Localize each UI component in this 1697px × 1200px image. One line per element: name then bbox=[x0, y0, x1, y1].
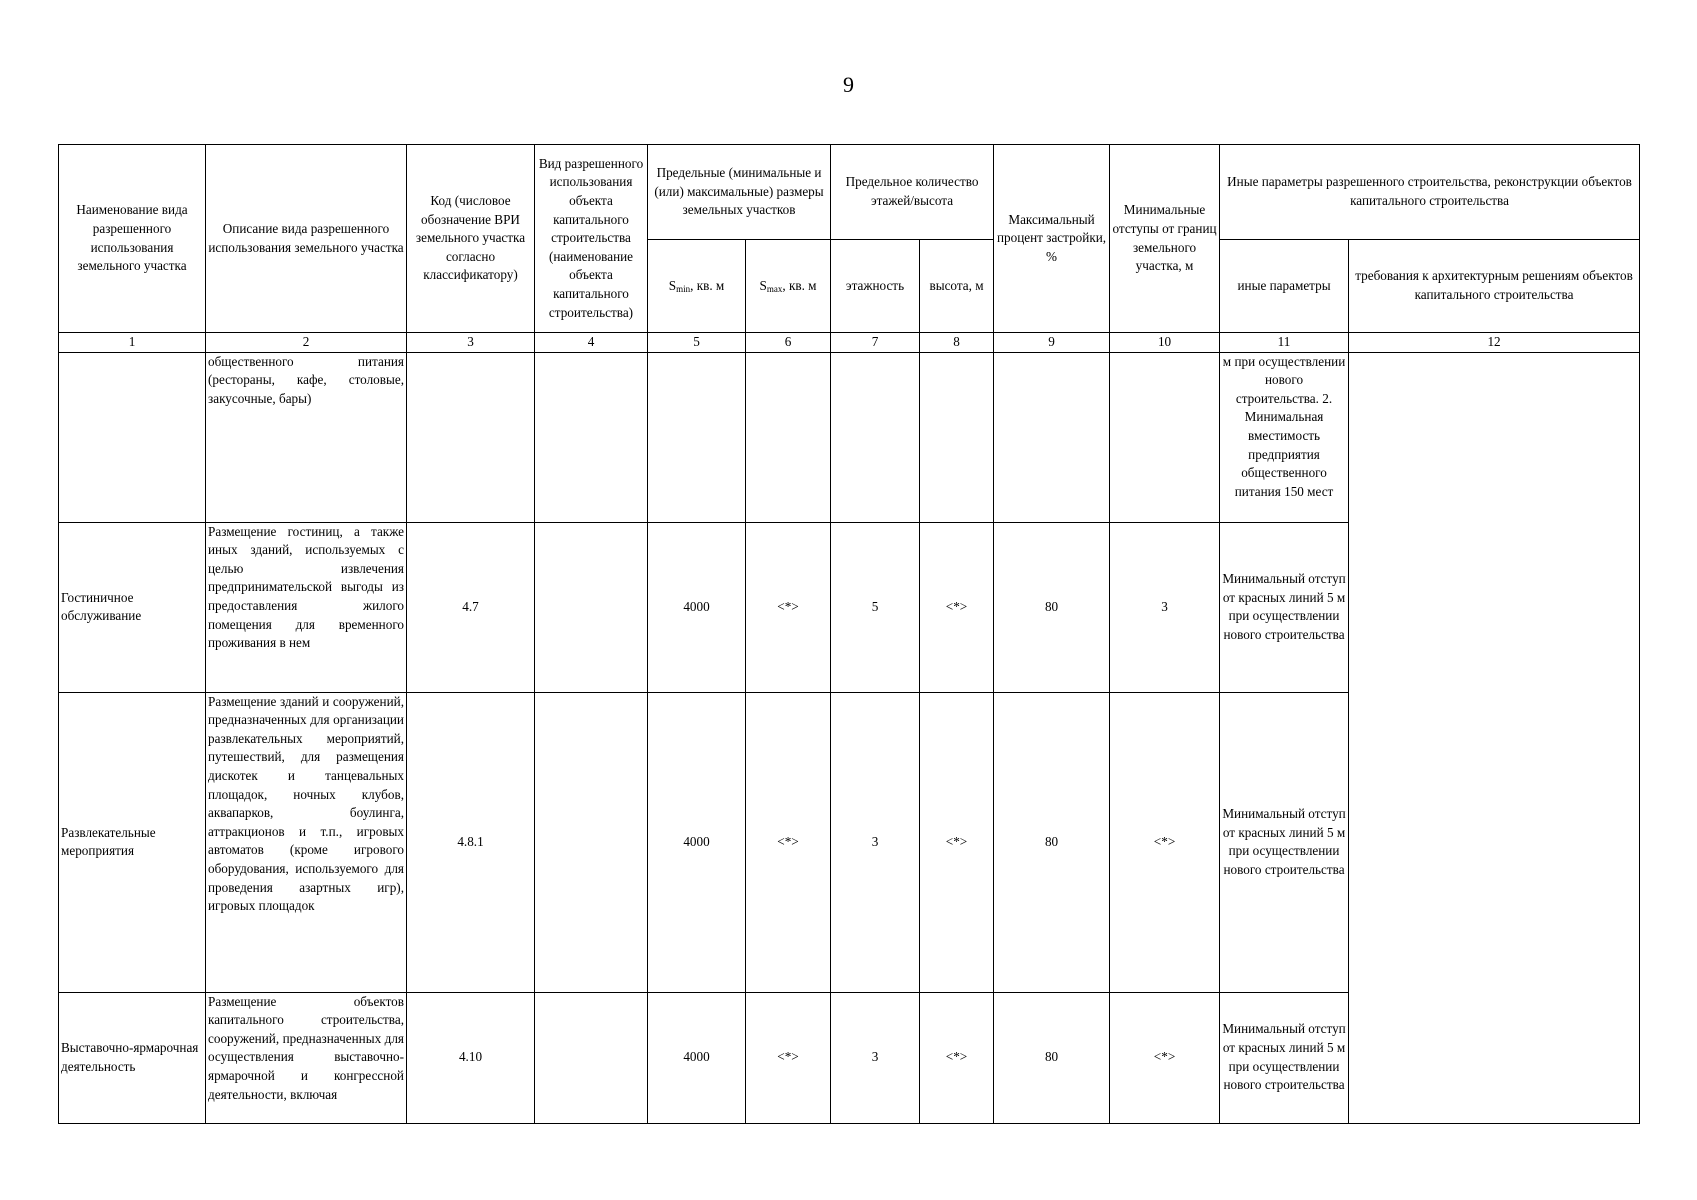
smax-value: <*> bbox=[746, 522, 831, 692]
land-use-name: Гостиничное обслуживание bbox=[59, 522, 206, 692]
smax-value: <*> bbox=[746, 692, 831, 992]
column-number: 6 bbox=[746, 333, 831, 353]
floors-value: 5 bbox=[831, 522, 920, 692]
table-row bbox=[59, 352, 1640, 522]
smax-subscript: max bbox=[766, 283, 783, 294]
header-max-coverage: Максимальный процент застройки, % bbox=[994, 145, 1110, 333]
height-value bbox=[920, 352, 994, 522]
zoning-parameters-table bbox=[58, 144, 1640, 1124]
land-use-name bbox=[59, 352, 206, 522]
architectural-requirements bbox=[1349, 352, 1640, 1123]
height-value: <*> bbox=[920, 522, 994, 692]
height-value: <*> bbox=[920, 992, 994, 1123]
smin-symbol: S bbox=[668, 277, 677, 293]
header-land-use-name: Наименование вида разрешенного использования земельного участка bbox=[59, 145, 206, 333]
header-other-params-group: Иные параметры разрешенного строительства, реконструкции объектов капитального строительства bbox=[1220, 145, 1640, 240]
object-type bbox=[535, 992, 648, 1123]
setback-value: <*> bbox=[1110, 692, 1220, 992]
object-type bbox=[535, 522, 648, 692]
land-use-description: Размещение зданий и сооружений, предназначенных для организации развлекательных мероприятий, путешествий, для размещения дискотек и танцевальных площадок, ночных клубов, аквапарков, боулинга, аттракционов и т.п., игровых автоматов (кроме игрового оборудования, используемого для проведения азартных игр), игровых площадок bbox=[206, 692, 407, 992]
land-use-name: Развлекательные мероприятия bbox=[59, 692, 206, 992]
setback-value: 3 bbox=[1110, 522, 1220, 692]
header-code: Код (числовое обозначение ВРИ земельного участка согласно классификатору) bbox=[407, 145, 535, 333]
land-use-code: 4.8.1 bbox=[407, 692, 535, 992]
smax-value bbox=[746, 352, 831, 522]
column-number: 2 bbox=[206, 333, 407, 353]
land-use-code bbox=[407, 352, 535, 522]
smax-value: <*> bbox=[746, 992, 831, 1123]
smin-value: 4000 bbox=[648, 692, 746, 992]
other-params: м при осуществлении нового строительства. 2. Минимальная вместимость предприятия общественного питания 150 мест bbox=[1220, 352, 1349, 522]
other-params: Минимальный отступ от красных линий 5 м при осуществлении нового строительства bbox=[1220, 992, 1349, 1123]
header-height: высота, м bbox=[920, 240, 994, 333]
smin-subscript: min bbox=[676, 283, 691, 294]
header-plot-size-group: Предельные (минимальные и (или) максимальные) размеры земельных участков bbox=[648, 145, 831, 240]
smax-unit: , кв. м bbox=[782, 277, 817, 293]
smin-unit: , кв. м bbox=[690, 277, 725, 293]
object-type bbox=[535, 352, 648, 522]
floors-value: 3 bbox=[831, 992, 920, 1123]
column-number: 11 bbox=[1220, 333, 1349, 353]
header-architectural-requirements: требования к архитектурным решениям объектов капитального строительства bbox=[1349, 240, 1640, 333]
column-number: 5 bbox=[648, 333, 746, 353]
land-use-description: общественного питания (рестораны, кафе, столовые, закусочные, бары) bbox=[206, 352, 407, 522]
header-min-setbacks: Минимальные отступы от границ земельного участка, м bbox=[1110, 145, 1220, 333]
land-use-name: Выставочно-ярмарочная деятельность bbox=[59, 992, 206, 1123]
coverage-value: 80 bbox=[994, 522, 1110, 692]
header-floors: этажность bbox=[831, 240, 920, 333]
setback-value: <*> bbox=[1110, 992, 1220, 1123]
header-object-type: Вид разрешенного использования объекта капитального строительства (наименование объекта капитального строительства) bbox=[535, 145, 648, 333]
land-use-description: Размещение объектов капитального строительства, сооружений, предназначенных для осуществления выставочно-ярмарочной и конгрессной деятельности, включая bbox=[206, 992, 407, 1123]
coverage-value: 80 bbox=[994, 992, 1110, 1123]
other-params: Минимальный отступ от красных линий 5 м при осуществлении нового строительства bbox=[1220, 522, 1349, 692]
column-number: 7 bbox=[831, 333, 920, 353]
land-use-code: 4.7 bbox=[407, 522, 535, 692]
smax-symbol: S bbox=[759, 277, 767, 293]
coverage-value: 80 bbox=[994, 692, 1110, 992]
column-number: 9 bbox=[994, 333, 1110, 353]
land-use-description: Размещение гостиниц, а также иных зданий, используемых с целью извлечения предпринимательской выгоды из предоставления жилого помещения для временного проживания в нем bbox=[206, 522, 407, 692]
page-number: 9 bbox=[843, 72, 854, 97]
floors-value: 3 bbox=[831, 692, 920, 992]
column-number: 10 bbox=[1110, 333, 1220, 353]
floors-value bbox=[831, 352, 920, 522]
height-value: <*> bbox=[920, 692, 994, 992]
object-type bbox=[535, 692, 648, 992]
column-number: 12 bbox=[1349, 333, 1640, 353]
column-number: 8 bbox=[920, 333, 994, 353]
setback-value bbox=[1110, 352, 1220, 522]
header-other-params: иные параметры bbox=[1220, 240, 1349, 333]
header-smin bbox=[648, 240, 746, 333]
coverage-value bbox=[994, 352, 1110, 522]
column-number: 3 bbox=[407, 333, 535, 353]
smin-value: 4000 bbox=[648, 522, 746, 692]
column-number-row bbox=[59, 333, 1640, 353]
other-params: Минимальный отступ от красных линий 5 м при осуществлении нового строительства bbox=[1220, 692, 1349, 992]
land-use-code: 4.10 bbox=[407, 992, 535, 1123]
header-row-1 bbox=[59, 145, 1640, 240]
header-floors-height-group: Предельное количество этажей/высота bbox=[831, 145, 994, 240]
header-smax bbox=[746, 240, 831, 333]
smin-value bbox=[648, 352, 746, 522]
column-number: 1 bbox=[59, 333, 206, 353]
smin-value: 4000 bbox=[648, 992, 746, 1123]
column-number: 4 bbox=[535, 333, 648, 353]
header-land-use-description: Описание вида разрешенного использования земельного участка bbox=[206, 145, 407, 333]
